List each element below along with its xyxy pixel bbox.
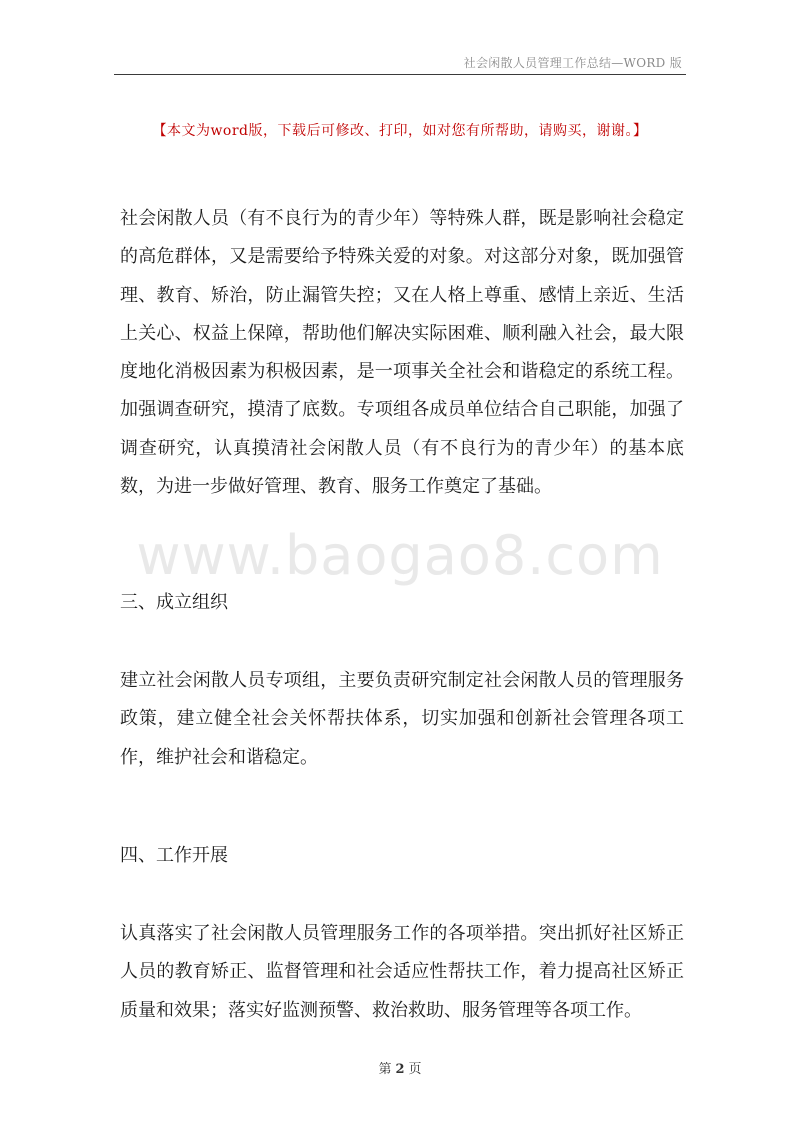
running-header: 社会闲散人员管理工作总结—WORD 版 [463, 56, 682, 70]
purchase-notice: 【本文为word版，下载后可修改、打印，如对您有所帮助，请购买，谢谢。】 [152, 123, 648, 139]
paragraph-intro: 社会闲散人员（有不良行为的青少年）等特殊人群，既是影响社会稳定的高危群体，又是需要给予特殊关爱的对象。对这部分对象，既加强管理、教育、矫治，防止漏管失控；又在人格上尊重、感情上亲近、生活上关心、权益上保障，帮助他们解决实际困难、顺利融入社会，最大限度地化消极因素为积极因素，是一项事关全社会和谐稳定的系统工程。加强调查研究，摸清了底数。专项组各成员单位结合自己职能，加强了调查研究，认真摸清社会闲散人员（有不良行为的青少年）的基本底数，为进一步做好管理、教育、服务工作奠定了基础。 [120, 208, 684, 498]
paragraph-organization: 建立社会闲散人员专项组，主要负责研究制定社会闲散人员的管理服务政策，建立健全社会关怀帮扶体系，切实加强和创新社会管理各项工作，维护社会和谐稳定。 [120, 670, 684, 768]
section-heading-4: 四、工作开展 [120, 845, 228, 866]
footer-prefix: 第 [378, 1062, 392, 1077]
footer-suffix: 页 [408, 1062, 422, 1077]
header-divider [114, 74, 686, 75]
page-number: 2 [395, 1062, 405, 1077]
page-footer [0, 1058, 800, 1077]
paragraph-work: 认真落实了社会闲散人员管理服务工作的各项举措。突出抓好社区矫正人员的教育矫正、监督管理和社会适应性帮扶工作，着力提高社区矫正质量和效果；落实好监测预警、救治救助、服务管理等各项工作。 [120, 923, 684, 1021]
section-heading-3: 三、成立组织 [120, 592, 228, 613]
watermark: www.baogao8.com [136, 524, 664, 587]
